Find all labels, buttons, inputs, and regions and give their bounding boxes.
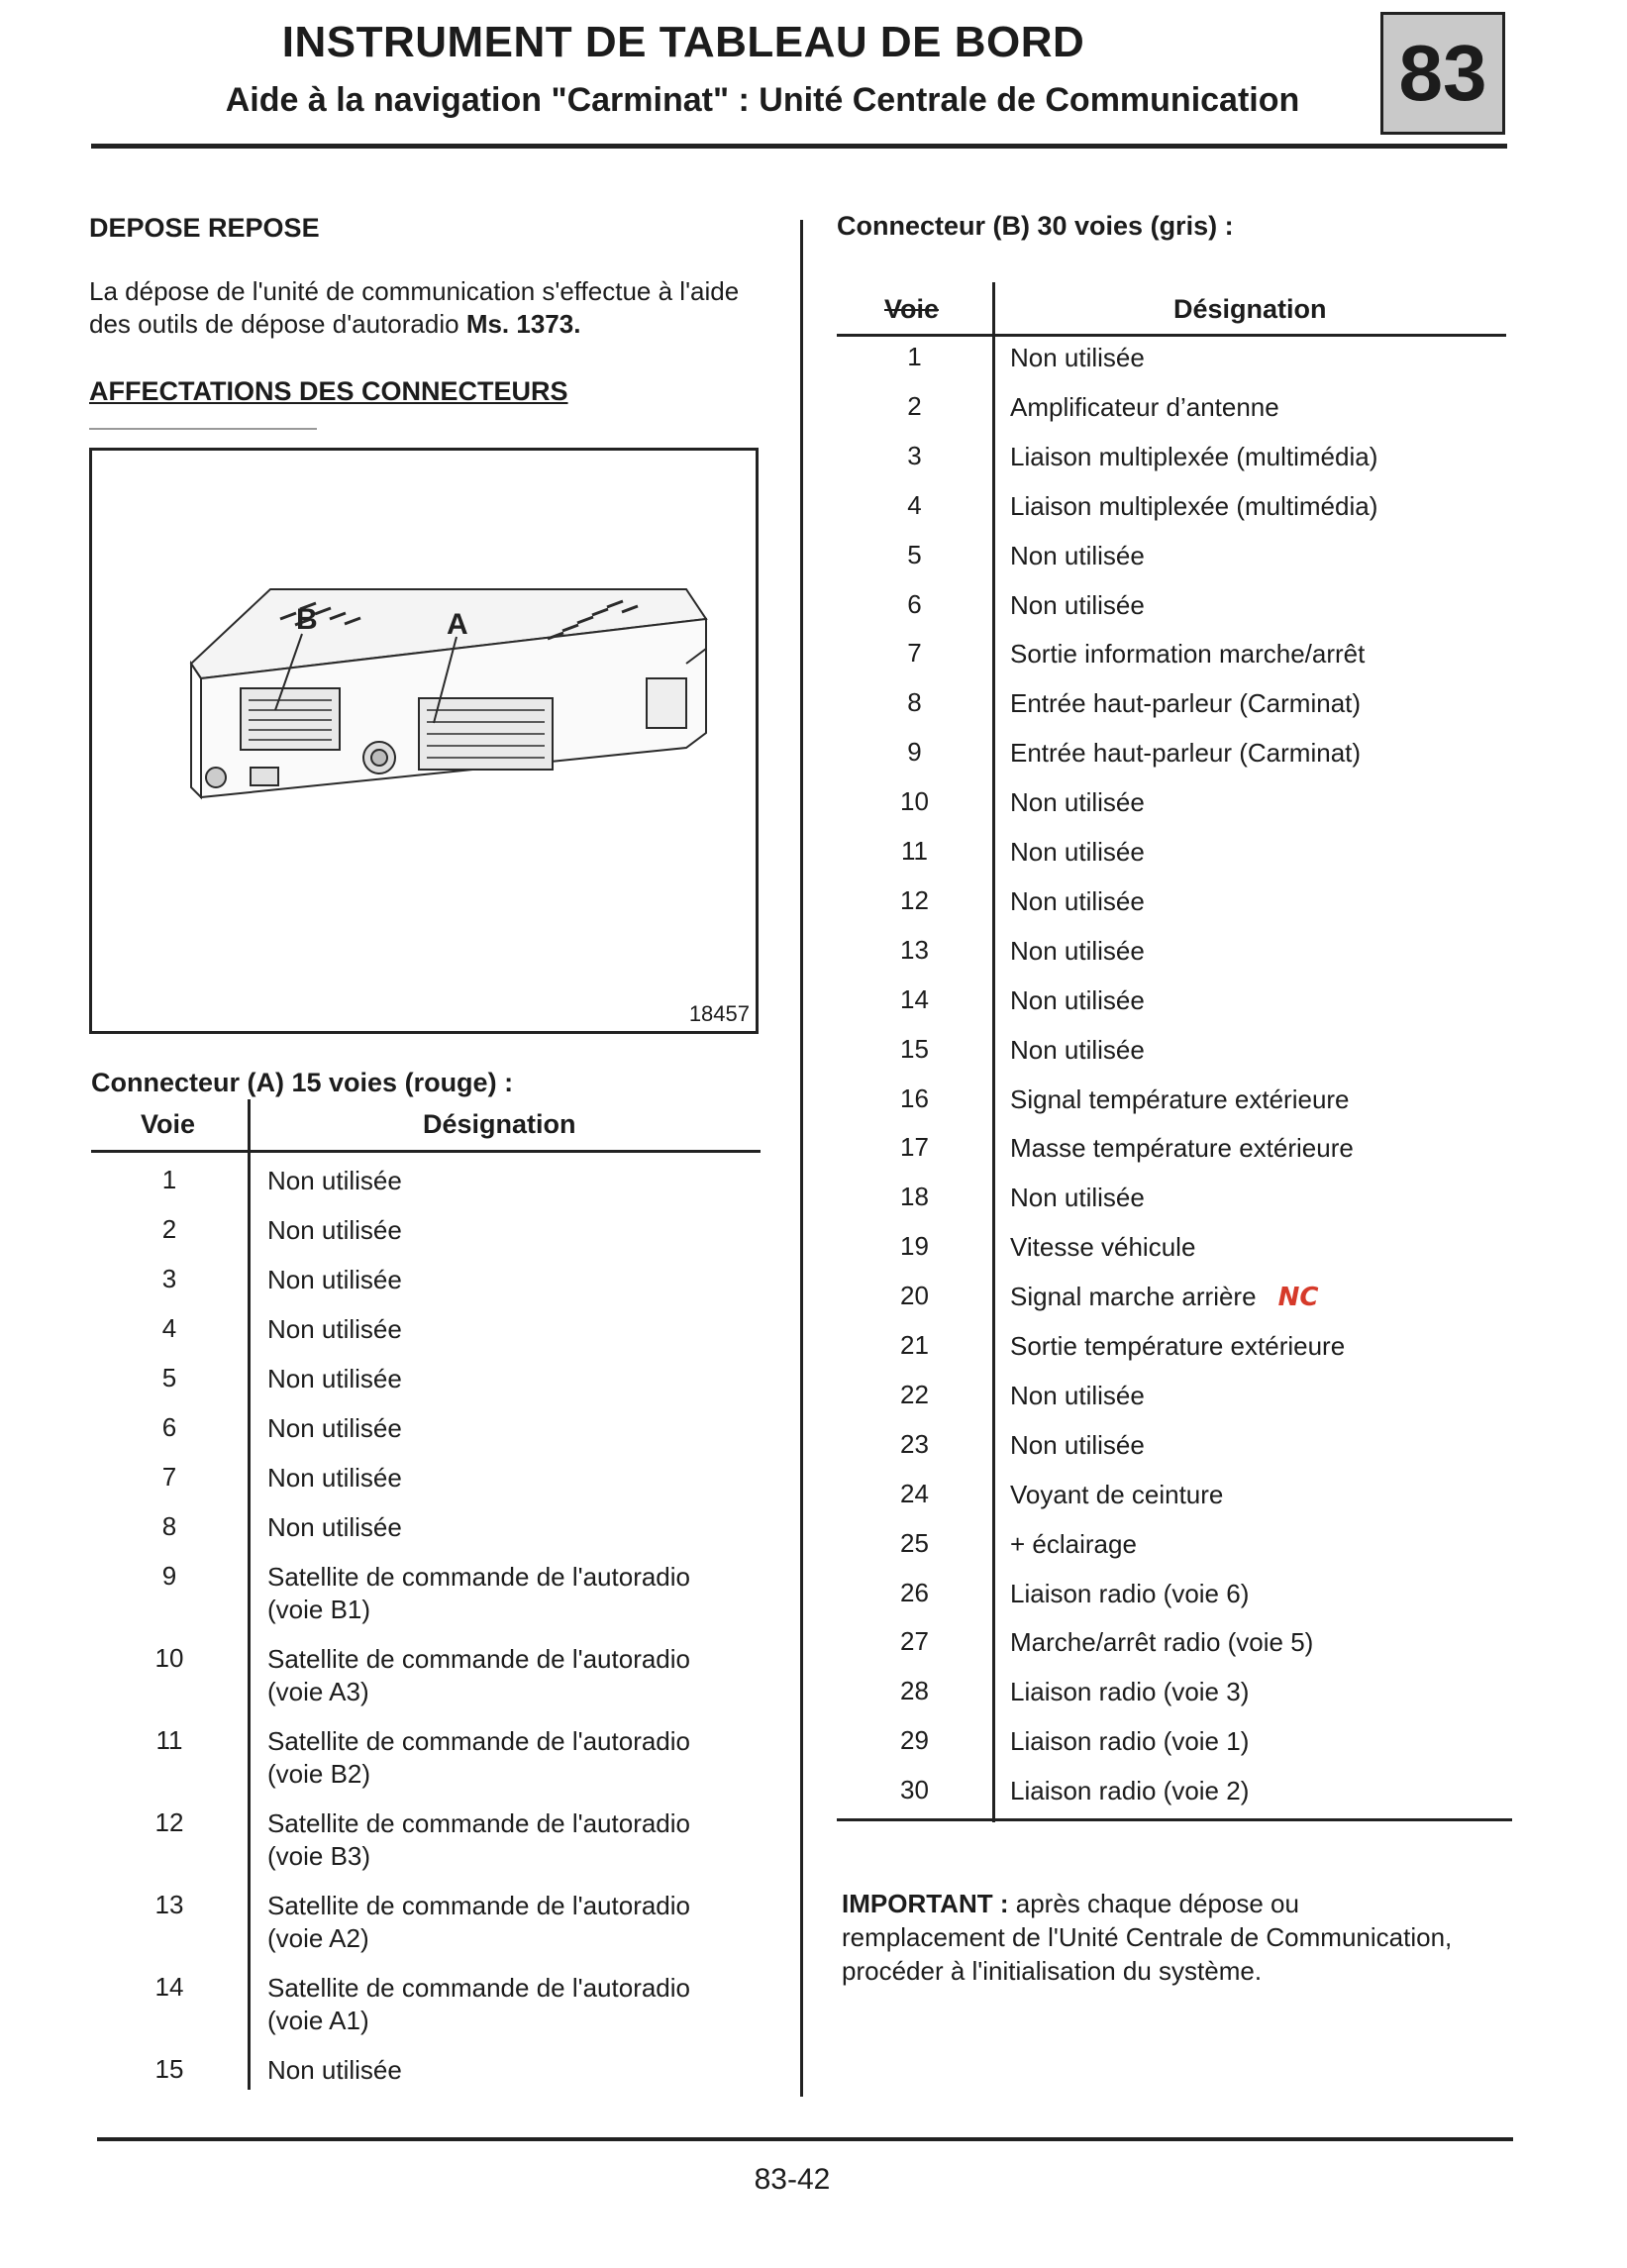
designation-text: Amplificateur d’antenne	[1010, 391, 1279, 422]
designation-line: Non utilisée	[267, 1215, 402, 1245]
voie-number: 16	[900, 1082, 929, 1113]
designation-line-2: (voie A2)	[267, 1923, 369, 1953]
table-b-designation-header: Désignation	[1173, 294, 1327, 324]
designation-line: Satellite de commande de l'autoradio	[267, 1562, 691, 1592]
voie-number: 27	[900, 1626, 929, 1657]
depose-repose-heading: DEPOSE REPOSE	[89, 213, 320, 243]
designation	[1010, 342, 1505, 374]
voie-number: 22	[900, 1379, 929, 1409]
designation-text: Signal marche arrière	[1010, 1282, 1257, 1312]
voie-number: 14	[900, 983, 929, 1014]
designation-text: Non utilisée	[1010, 1380, 1145, 1410]
depose-repose-text	[89, 275, 743, 341]
designation	[1010, 1380, 1505, 1412]
designation	[267, 1807, 753, 1873]
designation-line-2: (voie A3)	[267, 1677, 369, 1706]
designation-line: Non utilisée	[267, 1314, 402, 1344]
designation-text: Liaison multiplexée (multimédia)	[1010, 441, 1378, 471]
designation-text: Non utilisée	[1010, 343, 1145, 372]
designation	[267, 1264, 753, 1296]
footer-divider	[97, 2137, 1513, 2141]
designation-line: Satellite de commande de l'autoradio	[267, 1891, 691, 1920]
designation-text: Non utilisée	[1010, 837, 1145, 867]
voie-number: 10	[900, 786, 929, 817]
designation	[1010, 1083, 1505, 1116]
table-a-header-rule	[91, 1150, 761, 1153]
designation	[1010, 1676, 1505, 1708]
voie-number: 8	[161, 1511, 177, 1541]
voie-number: 2	[161, 1214, 177, 1244]
important-text-3: procéder à l'initialisation du système.	[842, 1956, 1263, 1986]
important-label: IMPORTANT :	[842, 1889, 1009, 1918]
connector-a-label: A	[447, 608, 468, 641]
designation-line: Non utilisée	[267, 1265, 402, 1294]
designation	[1010, 589, 1505, 622]
voie-number: 12	[154, 1807, 184, 1837]
connector-b-title: Connecteur (B) 30 voies (gris) :	[837, 211, 1234, 241]
designation-line: Satellite de commande de l'autoradio	[267, 1973, 691, 2003]
designation-text: Non utilisée	[1010, 935, 1145, 966]
designation-text: Marche/arrêt radio (voie 5)	[1010, 1627, 1314, 1658]
designation	[1010, 687, 1505, 720]
designation-line: Non utilisée	[267, 1364, 402, 1393]
designation	[1010, 885, 1505, 918]
designation-text: Non utilisée	[1010, 885, 1145, 916]
designation-text: Entrée haut-parleur (Carminat)	[1010, 738, 1362, 769]
designation-line-2: (voie A1)	[267, 2006, 369, 2035]
voie-number: 8	[907, 687, 922, 718]
designation-text: + éclairage	[1010, 1528, 1137, 1559]
designation-line: Satellite de commande de l'autoradio	[267, 1808, 691, 1838]
designation-line: Non utilisée	[267, 1463, 402, 1493]
designation-text: Liaison radio (voie 3)	[1010, 1677, 1250, 1707]
designation-line: Non utilisée	[267, 1166, 402, 1195]
designation	[267, 1972, 753, 2037]
voie-number: 6	[907, 588, 922, 619]
designation-text: Vitesse véhicule	[1010, 1232, 1196, 1263]
designation	[267, 1313, 753, 1346]
voie-number: 14	[154, 1972, 184, 2002]
important-text-1: après chaque dépose ou	[1015, 1889, 1299, 1918]
designation	[1010, 1578, 1505, 1610]
designation-line: Non utilisée	[267, 1512, 402, 1542]
designation	[1010, 1528, 1505, 1561]
designation	[1010, 1132, 1505, 1165]
voie-number: 11	[901, 836, 928, 866]
voie-number: 9	[907, 737, 922, 768]
designation-text: Non utilisée	[1010, 1183, 1145, 1213]
voie-number: 3	[907, 440, 922, 470]
handwritten-annotation: NC	[1277, 1283, 1319, 1313]
designation	[1010, 1281, 1505, 1314]
designation	[1010, 984, 1505, 1017]
voie-number: 7	[907, 638, 922, 669]
depose-text: La dépose de l'unité de communication s'effectue à l'aide des outils de dépose d'autoradio	[89, 276, 740, 339]
designation	[267, 1890, 753, 1955]
designation-line: Satellite de commande de l'autoradio	[267, 1644, 691, 1674]
voie-number: 23	[900, 1428, 929, 1459]
page-number: 83-42	[754, 2163, 831, 2196]
designation	[267, 1561, 753, 1626]
designation-line: Satellite de commande de l'autoradio	[267, 1726, 691, 1756]
designation	[1010, 1182, 1505, 1214]
designation	[267, 1165, 753, 1197]
voie-number: 19	[900, 1231, 929, 1262]
voie-number: 7	[161, 1462, 177, 1492]
designation-line-2: (voie B1)	[267, 1595, 371, 1624]
voie-number: 15	[154, 2054, 184, 2084]
designation-line-2: (voie B3)	[267, 1841, 371, 1871]
designation-line: Non utilisée	[267, 1413, 402, 1443]
designation-text: Non utilisée	[1010, 787, 1145, 818]
designation	[267, 1214, 753, 1247]
designation-text: Non utilisée	[1010, 589, 1145, 620]
voie-number: 24	[900, 1478, 929, 1508]
chapter-number-badge: 83	[1380, 12, 1505, 135]
designation-line: Non utilisée	[267, 2055, 402, 2085]
designation	[267, 1462, 753, 1495]
voie-number: 13	[154, 1890, 184, 1919]
designation-text: Sortie information marche/arrêt	[1010, 639, 1366, 670]
designation	[1010, 1429, 1505, 1462]
voie-number: 17	[900, 1132, 929, 1163]
header-divider	[91, 144, 1507, 149]
voie-number: 30	[900, 1775, 929, 1805]
designation-text: Non utilisée	[1010, 540, 1145, 570]
voie-number: 15	[900, 1033, 929, 1064]
voie-number: 12	[900, 884, 929, 915]
designation	[1010, 391, 1505, 424]
designation-text: Liaison radio (voie 2)	[1010, 1776, 1250, 1806]
voie-number: 9	[161, 1561, 177, 1591]
voie-number: 1	[161, 1165, 177, 1194]
document-subtitle: Aide à la navigation "Carminat" : Unité Centrale de Communication	[225, 81, 1300, 119]
important-note	[842, 1887, 1535, 1988]
designation-text: Liaison radio (voie 6)	[1010, 1578, 1250, 1608]
designation-text: Voyant de ceinture	[1010, 1479, 1224, 1509]
designation-text: Masse température extérieure	[1010, 1133, 1354, 1164]
voie-number: 20	[900, 1281, 929, 1311]
voie-number: 1	[907, 342, 922, 371]
document-title: INSTRUMENT DE TABLEAU DE BORD	[281, 18, 1085, 66]
designation-line-2: (voie B2)	[267, 1759, 371, 1789]
table-b-header-rule	[837, 334, 1506, 337]
designation	[267, 1363, 753, 1395]
designation	[1010, 1231, 1505, 1264]
affectations-heading: AFFECTATIONS DES CONNECTEURS	[89, 376, 568, 406]
designation	[1010, 1034, 1505, 1067]
voie-number: 6	[161, 1412, 177, 1442]
depose-tool-reference: Ms. 1373.	[465, 309, 581, 339]
designation	[267, 1511, 753, 1544]
connector-b-label: B	[296, 603, 318, 636]
heading-rule	[89, 428, 317, 430]
table-b-column-rule	[992, 282, 995, 1822]
table-a-voie-header: Voie	[141, 1109, 196, 1139]
designation	[267, 1725, 753, 1791]
voie-number: 5	[907, 539, 922, 569]
voie-number: 29	[900, 1725, 929, 1756]
designation	[1010, 935, 1505, 968]
designation	[1010, 1725, 1505, 1758]
designation-text: Liaison multiplexée (multimédia)	[1010, 490, 1378, 521]
designation	[1010, 540, 1505, 572]
designation	[1010, 836, 1505, 869]
voie-number: 3	[161, 1264, 177, 1293]
designation	[1010, 737, 1505, 770]
figure-reference-number: 18457	[688, 1001, 750, 1026]
designation-text: Sortie température extérieure	[1010, 1331, 1346, 1361]
voie-number: 4	[907, 489, 922, 520]
voie-number: 4	[161, 1313, 177, 1343]
table-b-voie-header: Voie	[884, 294, 940, 324]
voie-number: 21	[900, 1330, 929, 1360]
voie-number: 2	[907, 390, 922, 421]
designation	[1010, 441, 1505, 473]
table-a-designation-header: Désignation	[423, 1109, 576, 1139]
designation-text: Non utilisée	[1010, 984, 1145, 1015]
voie-number: 11	[155, 1725, 183, 1755]
designation	[1010, 1330, 1505, 1363]
designation	[267, 1412, 753, 1445]
voie-number: 10	[154, 1643, 184, 1673]
voie-number: 28	[900, 1676, 929, 1706]
designation	[1010, 1626, 1505, 1659]
designation	[1010, 638, 1505, 670]
important-text-2: remplacement de l'Unité Centrale de Communication,	[842, 1922, 1453, 1952]
designation-text: Entrée haut-parleur (Carminat)	[1010, 688, 1362, 719]
voie-number: 18	[900, 1182, 929, 1212]
voie-number: 13	[900, 934, 929, 965]
table-b-bottom-rule	[837, 1818, 1512, 1821]
table-a-column-rule	[248, 1099, 251, 2090]
designation-text: Non utilisée	[1010, 1034, 1145, 1065]
communication-unit-drawing	[92, 451, 756, 1031]
voie-number: 5	[161, 1363, 177, 1392]
designation-text: Non utilisée	[1010, 1429, 1145, 1460]
connector-a-title: Connecteur (A) 15 voies (rouge) :	[91, 1068, 514, 1097]
designation	[1010, 1479, 1505, 1511]
column-divider	[800, 220, 803, 2097]
voie-number: 25	[900, 1527, 929, 1558]
designation	[1010, 1775, 1505, 1807]
designation-text: Signal température extérieure	[1010, 1083, 1350, 1114]
voie-number: 26	[900, 1577, 929, 1607]
designation-text: Liaison radio (voie 1)	[1010, 1726, 1250, 1757]
designation	[267, 1643, 753, 1708]
designation	[267, 2054, 753, 2087]
designation	[1010, 490, 1505, 523]
designation	[1010, 786, 1505, 819]
unit-illustration-frame	[89, 448, 759, 1034]
